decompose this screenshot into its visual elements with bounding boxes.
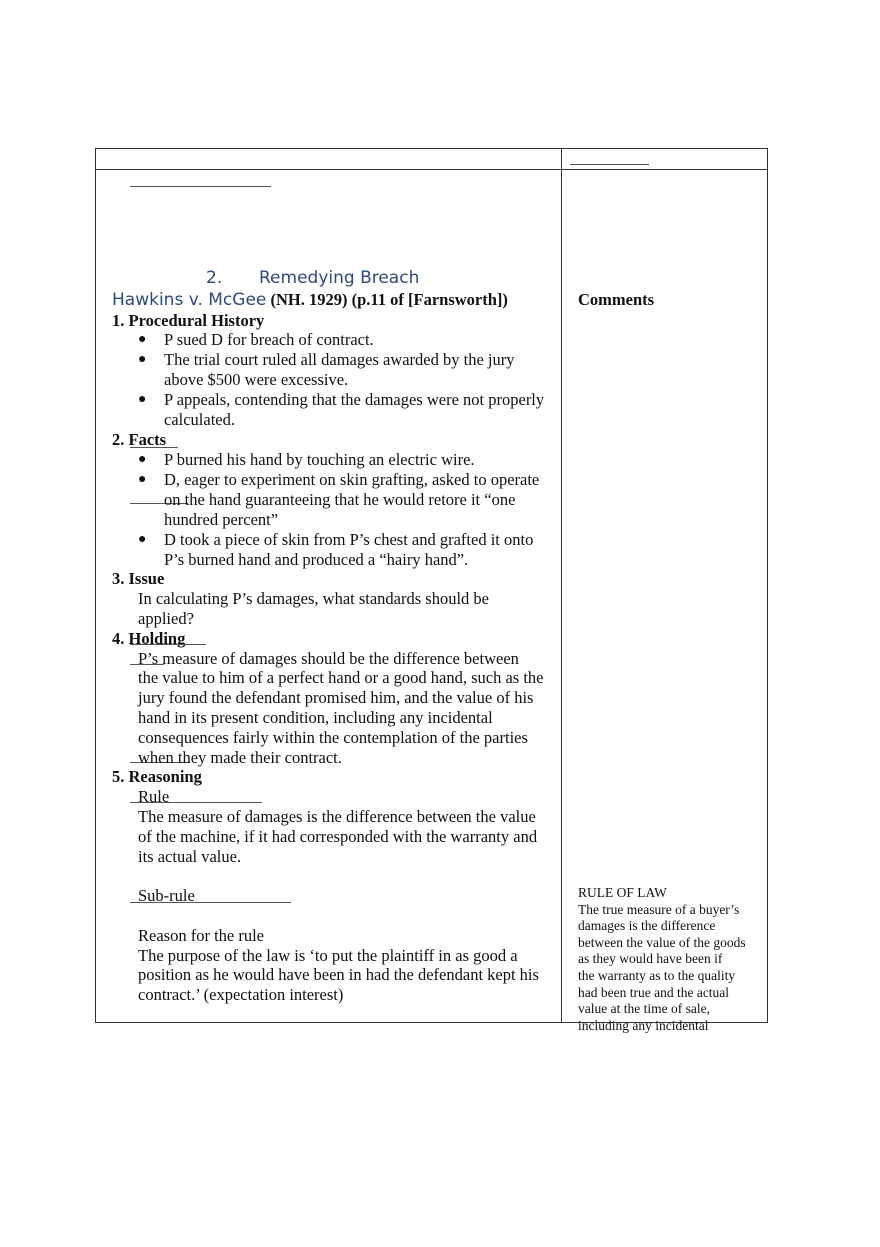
- rule-of-law-line-4: as they would have been if: [578, 951, 723, 966]
- procedural-bullet-3-cont: calculated.: [164, 410, 235, 429]
- procedural-bullet-1: P sued D for breach of contract.: [164, 330, 374, 349]
- procedural-history-heading: 1. Procedural History: [112, 311, 265, 330]
- facts-mark-line: [130, 447, 178, 448]
- table-column-divider: [561, 148, 562, 1023]
- subrule-mark-line: [130, 902, 291, 903]
- issue-line-1: In calculating P’s damages, what standards should be: [138, 589, 490, 608]
- procedural-bullet-2-cont: above $500 were excessive.: [164, 370, 349, 389]
- rule-of-law-line-5: the warranty as to the quality: [578, 968, 736, 983]
- bullet-icon: ●: [138, 332, 147, 347]
- subrule-label: Sub-rule: [138, 886, 195, 905]
- bullet-icon: ●: [138, 352, 147, 367]
- holding-line-3: jury found the defendant promised him, and the value of his: [138, 688, 534, 707]
- facts-bullet-1: P burned his hand by touching an electric wire.: [164, 450, 475, 469]
- rule-of-law-line-3: between the value of the goods: [578, 935, 746, 950]
- rule-of-law-line-2: damages is the difference: [578, 918, 716, 933]
- facts-bullet-3-cont: P’s burned hand and produced a “hairy hand”.: [164, 550, 469, 569]
- issue-line-2: applied?: [138, 609, 194, 628]
- rule-of-law-line-1: The true measure of a buyer’s: [578, 902, 740, 917]
- procedural-bullet-2: The trial court ruled all damages awarded by the jury: [164, 350, 515, 369]
- holding-line-1: P’s measure of damages should be the difference between: [138, 649, 519, 668]
- rule-of-law-line-8: including any incidental: [578, 1018, 709, 1033]
- reason-label: Reason for the rule: [138, 926, 264, 945]
- rule-line-1: The measure of damages is the difference between the value: [138, 807, 536, 826]
- table-header-divider: [95, 169, 768, 170]
- brief-table: [95, 148, 768, 1023]
- comments-header: Comments: [578, 290, 655, 309]
- header-mark-line: [570, 164, 649, 165]
- reason-line-1: The purpose of the law is ‘to put the plaintiff in as good a: [138, 946, 518, 965]
- holding-heading: 4. Holding: [112, 629, 186, 648]
- rule-line-2: of the machine, if it had corresponded with the warranty and: [138, 827, 538, 846]
- rule-of-law-line-6: had been true and the actual: [578, 985, 730, 1000]
- reasoning-heading: 5. Reasoning: [112, 767, 202, 786]
- facts-bullet-2-cont: on the hand guaranteeing that he would retore it “one: [164, 490, 516, 509]
- rule-label: Rule: [138, 787, 170, 806]
- holding-line-5: consequences fairly within the contemplation of the parties: [138, 728, 528, 747]
- section-number: 2.: [206, 268, 223, 288]
- rule-mark-line: [130, 802, 262, 803]
- rule-of-law-line-7: value at the time of sale,: [578, 1001, 710, 1016]
- holding-line-2: the value to him of a perfect hand or a good hand, such as the: [138, 668, 544, 687]
- reason-line-3: contract.’ (expectation interest): [138, 985, 344, 1004]
- top-mark-line: [130, 186, 271, 187]
- issue-heading: 3. Issue: [112, 569, 165, 588]
- case-citation: (NH. 1929) (p.11 of [Farnsworth]): [270, 290, 508, 309]
- bullet-icon: ●: [138, 532, 147, 547]
- rule-line-3: its actual value.: [138, 847, 242, 866]
- bullet-icon: ●: [138, 392, 147, 407]
- holding-line-6: when they made their contract.: [138, 748, 342, 767]
- holding-line-4: hand in its present condition, including any incidental: [138, 708, 493, 727]
- facts-bullet-3: D took a piece of skin from P’s chest and grafted it onto: [164, 530, 534, 549]
- procedural-bullet-3: P appeals, contending that the damages were not properly: [164, 390, 545, 409]
- holding-mark-line: [130, 644, 206, 645]
- case-name: Hawkins v. McGee: [112, 290, 267, 310]
- rule-of-law-heading: RULE OF LAW: [578, 885, 667, 900]
- bullet-icon: ●: [138, 452, 147, 467]
- facts-heading: 2. Facts: [112, 430, 167, 449]
- case-title: [112, 290, 508, 310]
- facts-bullet-2-cont-2: hundred percent”: [164, 510, 279, 529]
- bullet-icon: ●: [138, 472, 147, 487]
- section-title: Remedying Breach: [259, 268, 420, 288]
- facts-bullet-2: D, eager to experiment on skin grafting, asked to operate: [164, 470, 540, 489]
- reason-line-2: position as he would have been in had the defendant kept his: [138, 965, 539, 984]
